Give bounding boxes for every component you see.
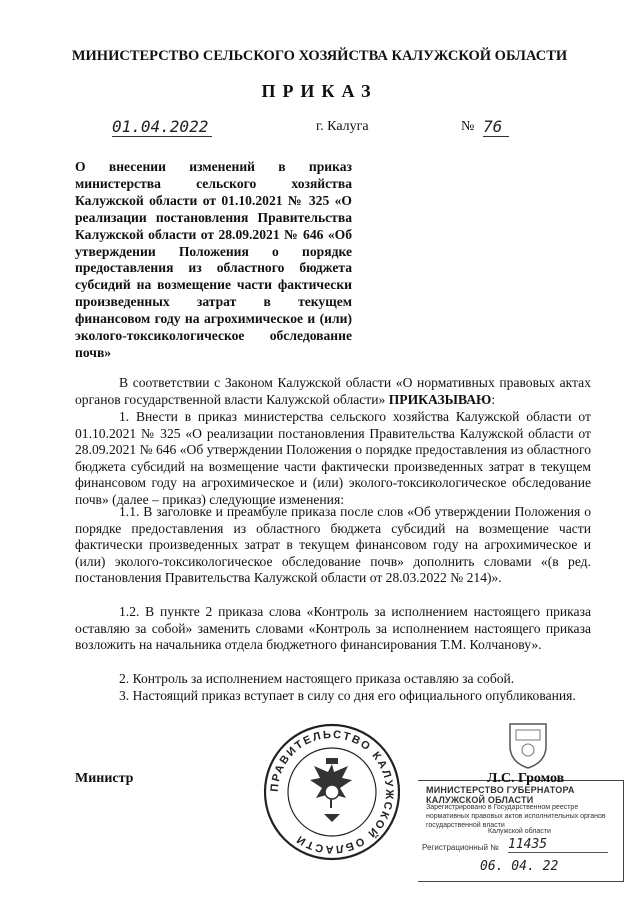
- eagle-icon: [310, 758, 352, 822]
- preamble-text: В соответствии с Законом Калужской области «О нормативных правовых актах органов государственной власти Калужской области»: [75, 375, 591, 407]
- order-date: 01.04.2022: [112, 117, 212, 137]
- order-number: 76: [483, 117, 509, 137]
- registration-date: 06. 04. 22: [480, 859, 559, 874]
- registration-number-label: Регистрационный №: [422, 843, 499, 852]
- paragraph-1: 1. Внести в приказ министерства сельского хозяйства Калужской области от 01.10.2021 № 325 «О реализации постановления Правительства Калужской области от 28.09.2021 № 646 «Об утверждении Положения о порядке предоставления из областного бюджета субсидий на возмещение части фактически произведенных затрат в текущем финансовом году на агрохимическое и (или) эколого-токсикологическое обследование почв» (далее – приказ) следующие изменения:: [75, 409, 591, 507]
- paragraph-3: 3. Настоящий приказ вступает в силу со дня его официального опубликования.: [119, 688, 576, 703]
- order-city: г. Калуга: [316, 119, 369, 134]
- ministry-header: МИНИСТЕРСТВО СЕЛЬСКОГО ХОЗЯЙСТВА КАЛУЖСКОЙ ОБЛАСТИ: [71, 48, 568, 64]
- registration-number: 11435: [508, 837, 608, 853]
- decree-word: ПРИКАЗЫВАЮ: [388, 391, 492, 407]
- document-type: ПРИКАЗ: [261, 81, 378, 101]
- registration-stamp-title: МИНИСТЕРСТВО ГУБЕРНАТОРА КАЛУЖСКОЙ ОБЛАСТИ: [426, 785, 575, 805]
- paragraph-1-1: 1.1. В заголовке и преамбуле приказа после слов «Об утверждении Положения о порядке предоставления из областного бюджета субсидий на возмещение части фактически произведенных затрат в текущем финансовом году на агрохимическое и (или) эколого-токсикологическое обследование почв» дополнить словами «(в ред. постановления Правительства Калужской области от 28.03.2022 № 214)».: [75, 504, 591, 586]
- preamble-paragraph: [75, 375, 591, 408]
- registration-stamp: [418, 780, 624, 882]
- registration-stamp-line1: Зарегистрировано в Государственном реестре нормативных правовых актов исполнительных органов государственной власти: [426, 804, 606, 829]
- paragraph-1-2: 1.2. В пункте 2 приказа слова «Контроль за исполнением настоящего приказа оставляю за собой» заменить словами «Контроль за исполнением настоящего приказа возложить на начальника отдела бюджетного финансирования Т.М. Колчанову».: [75, 604, 591, 653]
- signatory-position: Министр: [75, 771, 134, 786]
- official-seal: [262, 722, 402, 862]
- region-emblem-icon: [500, 716, 556, 772]
- seal-ring-text: ПРАВИТЕЛЬСТВО КАЛУЖСКОЙ ОБЛАСТИ: [268, 728, 396, 856]
- preamble-colon: :: [491, 391, 496, 407]
- order-title: О внесении изменений в приказ министерства сельского хозяйства Калужской области от 01.10.2021 № 325 «О реализации постановления Правительства Калужской области от 28.09.2021 № 646 «Об утверждении Положения о порядке предоставления из областного бюджета субсидий на возмещение части фактически произведенных затрат в текущем финансовом году на агрохимическое и (или) эколого-токсикологическое обследование почв»: [75, 159, 352, 360]
- signatory-name: Л.С. Громов: [487, 771, 565, 786]
- order-number-label: №: [461, 119, 475, 134]
- paragraph-2: 2. Контроль за исполнением настоящего приказа оставляю за собой.: [119, 671, 515, 686]
- registration-stamp-line2: Калужской области: [488, 828, 551, 835]
